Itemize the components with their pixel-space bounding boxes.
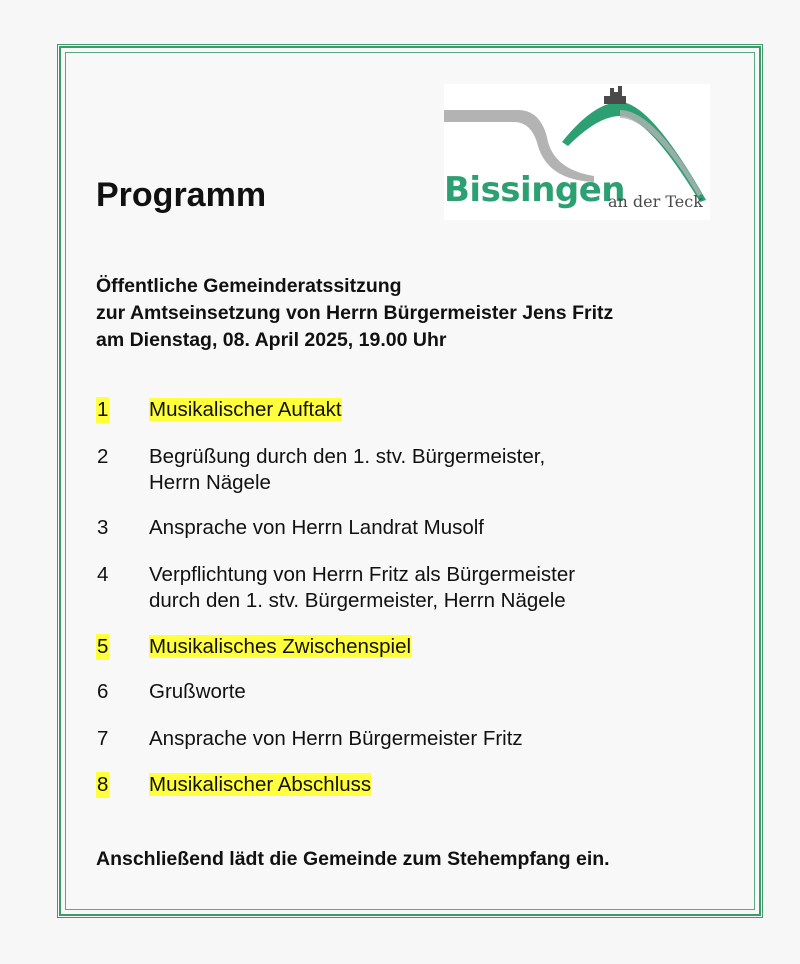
page-title: Programm (96, 176, 267, 214)
agenda-line: Musikalisches Zwischenspiel (149, 635, 412, 658)
event-line-2: zur Amtseinsetzung von Herrn Bürgermeister Jens Fritz (96, 302, 614, 324)
agenda-line: Herrn Nägele (149, 471, 271, 494)
agenda-line: Begrüßung durch den 1. stv. Bürgermeister, (149, 445, 546, 468)
agenda-line: Musikalischer Auftakt (149, 398, 342, 421)
agenda-number: 6 (97, 680, 109, 703)
event-line-3: am Dienstag, 08. April 2025, 19.00 Uhr (96, 329, 447, 351)
agenda-text (149, 679, 709, 705)
agenda-text (149, 726, 709, 752)
closing-note: Anschließend lädt die Gemeinde zum Stehempfang ein. (96, 848, 610, 870)
agenda-line: Ansprache von Herrn Landrat Musolf (149, 516, 485, 539)
agenda-number: 1 (97, 398, 109, 421)
agenda-number: 3 (97, 516, 109, 539)
event-description (96, 273, 613, 354)
agenda-number: 2 (97, 445, 109, 468)
agenda-line: Verpflichtung von Herrn Fritz als Bürgermeister (149, 563, 576, 586)
agenda-line: Grußworte (149, 680, 246, 703)
agenda-line: durch den 1. stv. Bürgermeister, Herrn Nägele (149, 589, 566, 612)
agenda-number: 8 (97, 773, 109, 796)
agenda-text (149, 397, 709, 423)
agenda-text (149, 515, 709, 541)
event-line-1: Öffentliche Gemeinderatssitzung (96, 275, 402, 297)
agenda-line: Ansprache von Herrn Bürgermeister Fritz (149, 727, 523, 750)
agenda-number: 7 (97, 727, 109, 750)
agenda-number: 5 (97, 635, 109, 658)
agenda-text (149, 634, 709, 660)
logo-subtitle: an der Teck (608, 192, 703, 211)
agenda-line: Musikalischer Abschluss (149, 773, 372, 796)
agenda-text (149, 444, 709, 496)
agenda-number: 4 (97, 563, 109, 586)
municipality-logo (444, 84, 710, 220)
agenda-text (149, 562, 709, 614)
logo-wordmark: Bissingen (444, 170, 626, 210)
agenda-text (149, 772, 709, 798)
